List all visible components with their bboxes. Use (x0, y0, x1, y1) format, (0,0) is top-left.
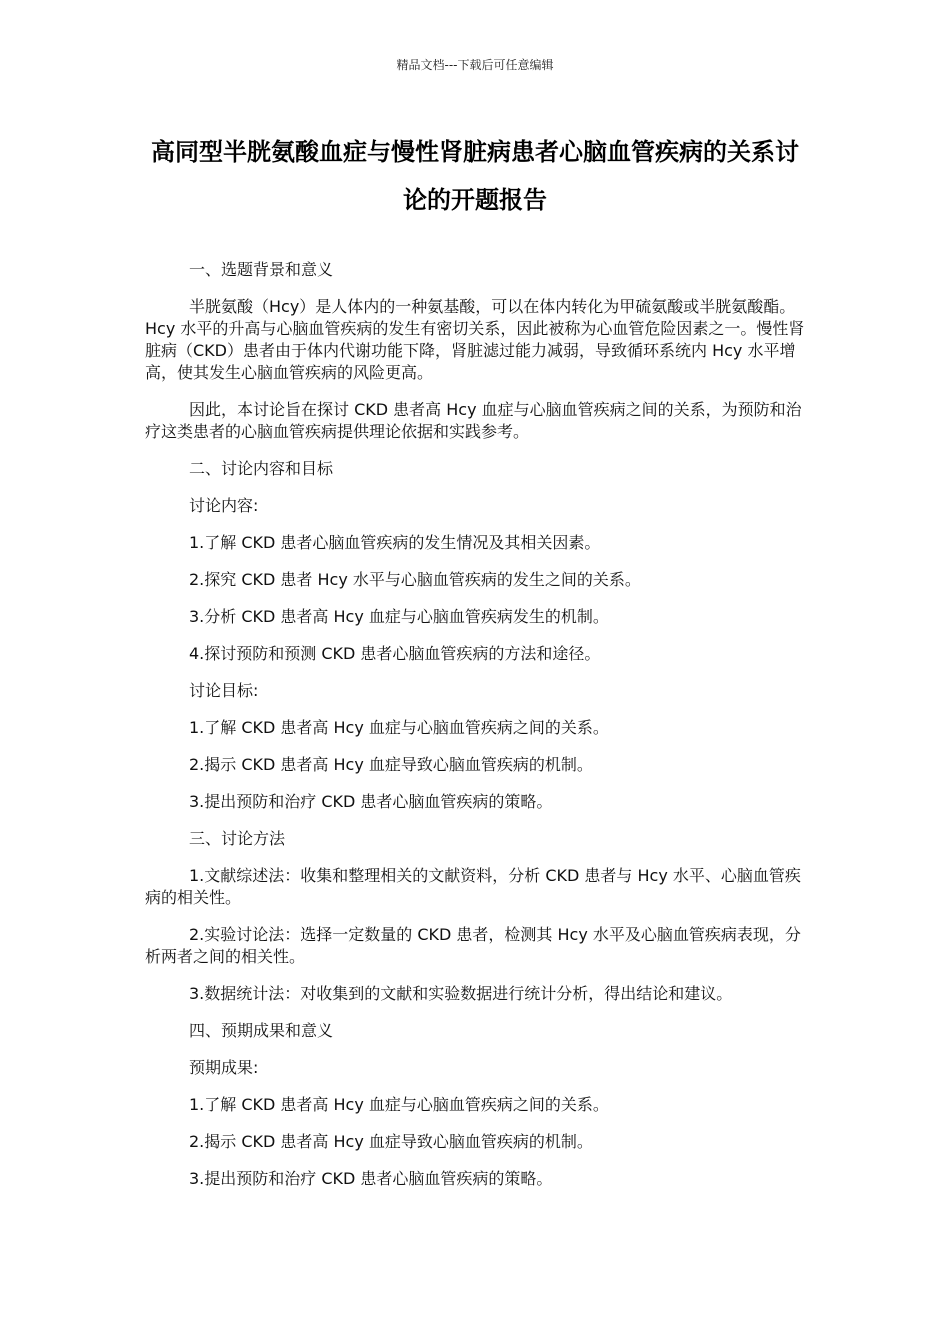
section-heading: 三、讨论方法 (189, 829, 286, 848)
subheading: 讨论内容: (189, 496, 259, 515)
list-item: 3.分析 CKD 患者高 Hcy 血症与心脑血管疾病发生的机制。 (189, 607, 609, 626)
document-title: 高同型半胱氨酸血症与慢性肾脏病患者心脑血管疾病的关系讨论的开题报告 (151, 138, 799, 214)
section-heading: 一、选题背景和意义 (189, 260, 334, 279)
list-item: 2.探究 CKD 患者 Hcy 水平与心脑血管疾病的发生之间的关系。 (189, 570, 641, 589)
page-header: 精品文档---下载后可任意编辑 (396, 58, 554, 72)
list-item: 1.文献综述法：收集和整理相关的文献资料，分析 CKD 患者与 Hcy 水平、心脑血管疾病的相关性。 (145, 866, 801, 907)
list-item: 3.数据统计法：对收集到的文献和实验数据进行统计分析，得出结论和建议。 (189, 984, 733, 1003)
list-item: 1.了解 CKD 患者高 Hcy 血症与心脑血管疾病之间的关系。 (189, 718, 609, 737)
document-body (145, 259, 805, 1205)
list-item: 2.揭示 CKD 患者高 Hcy 血症导致心脑血管疾病的机制。 (189, 1132, 593, 1151)
list-item: 3.提出预防和治疗 CKD 患者心脑血管疾病的策略。 (189, 792, 553, 811)
subheading: 讨论目标: (189, 681, 259, 700)
list-item: 2.揭示 CKD 患者高 Hcy 血症导致心脑血管疾病的机制。 (189, 755, 593, 774)
list-item: 1.了解 CKD 患者心脑血管疾病的发生情况及其相关因素。 (189, 533, 601, 552)
list-item: 4.探讨预防和预测 CKD 患者心脑血管疾病的方法和途径。 (189, 644, 601, 663)
subheading: 预期成果: (189, 1058, 259, 1077)
paragraph: 半胱氨酸（Hcy）是人体内的一种氨基酸，可以在体内转化为甲硫氨酸或半胱氨酸酯。Hcy 水平的升高与心脑血管疾病的发生有密切关系，因此被称为心血管危险因素之一。慢性肾脏病（CKD）患者由于体内代谢功能下降，肾脏滤过能力减弱，导致循环系统内 Hcy 水平增高，使其发生心脑血管疾病的风险更高。 (145, 297, 805, 382)
paragraph: 因此，本讨论旨在探讨 CKD 患者高 Hcy 血症与心脑血管疾病之间的关系，为预防和治疗这类患者的心脑血管疾病提供理论依据和实践参考。 (145, 400, 802, 441)
section-heading: 二、讨论内容和目标 (189, 459, 334, 478)
list-item: 1.了解 CKD 患者高 Hcy 血症与心脑血管疾病之间的关系。 (189, 1095, 609, 1114)
list-item: 2.实验讨论法：选择一定数量的 CKD 患者，检测其 Hcy 水平及心脑血管疾病表现，分析两者之间的相关性。 (145, 925, 801, 966)
list-item: 3.提出预防和治疗 CKD 患者心脑血管疾病的策略。 (189, 1169, 553, 1188)
section-heading: 四、预期成果和意义 (189, 1021, 334, 1040)
